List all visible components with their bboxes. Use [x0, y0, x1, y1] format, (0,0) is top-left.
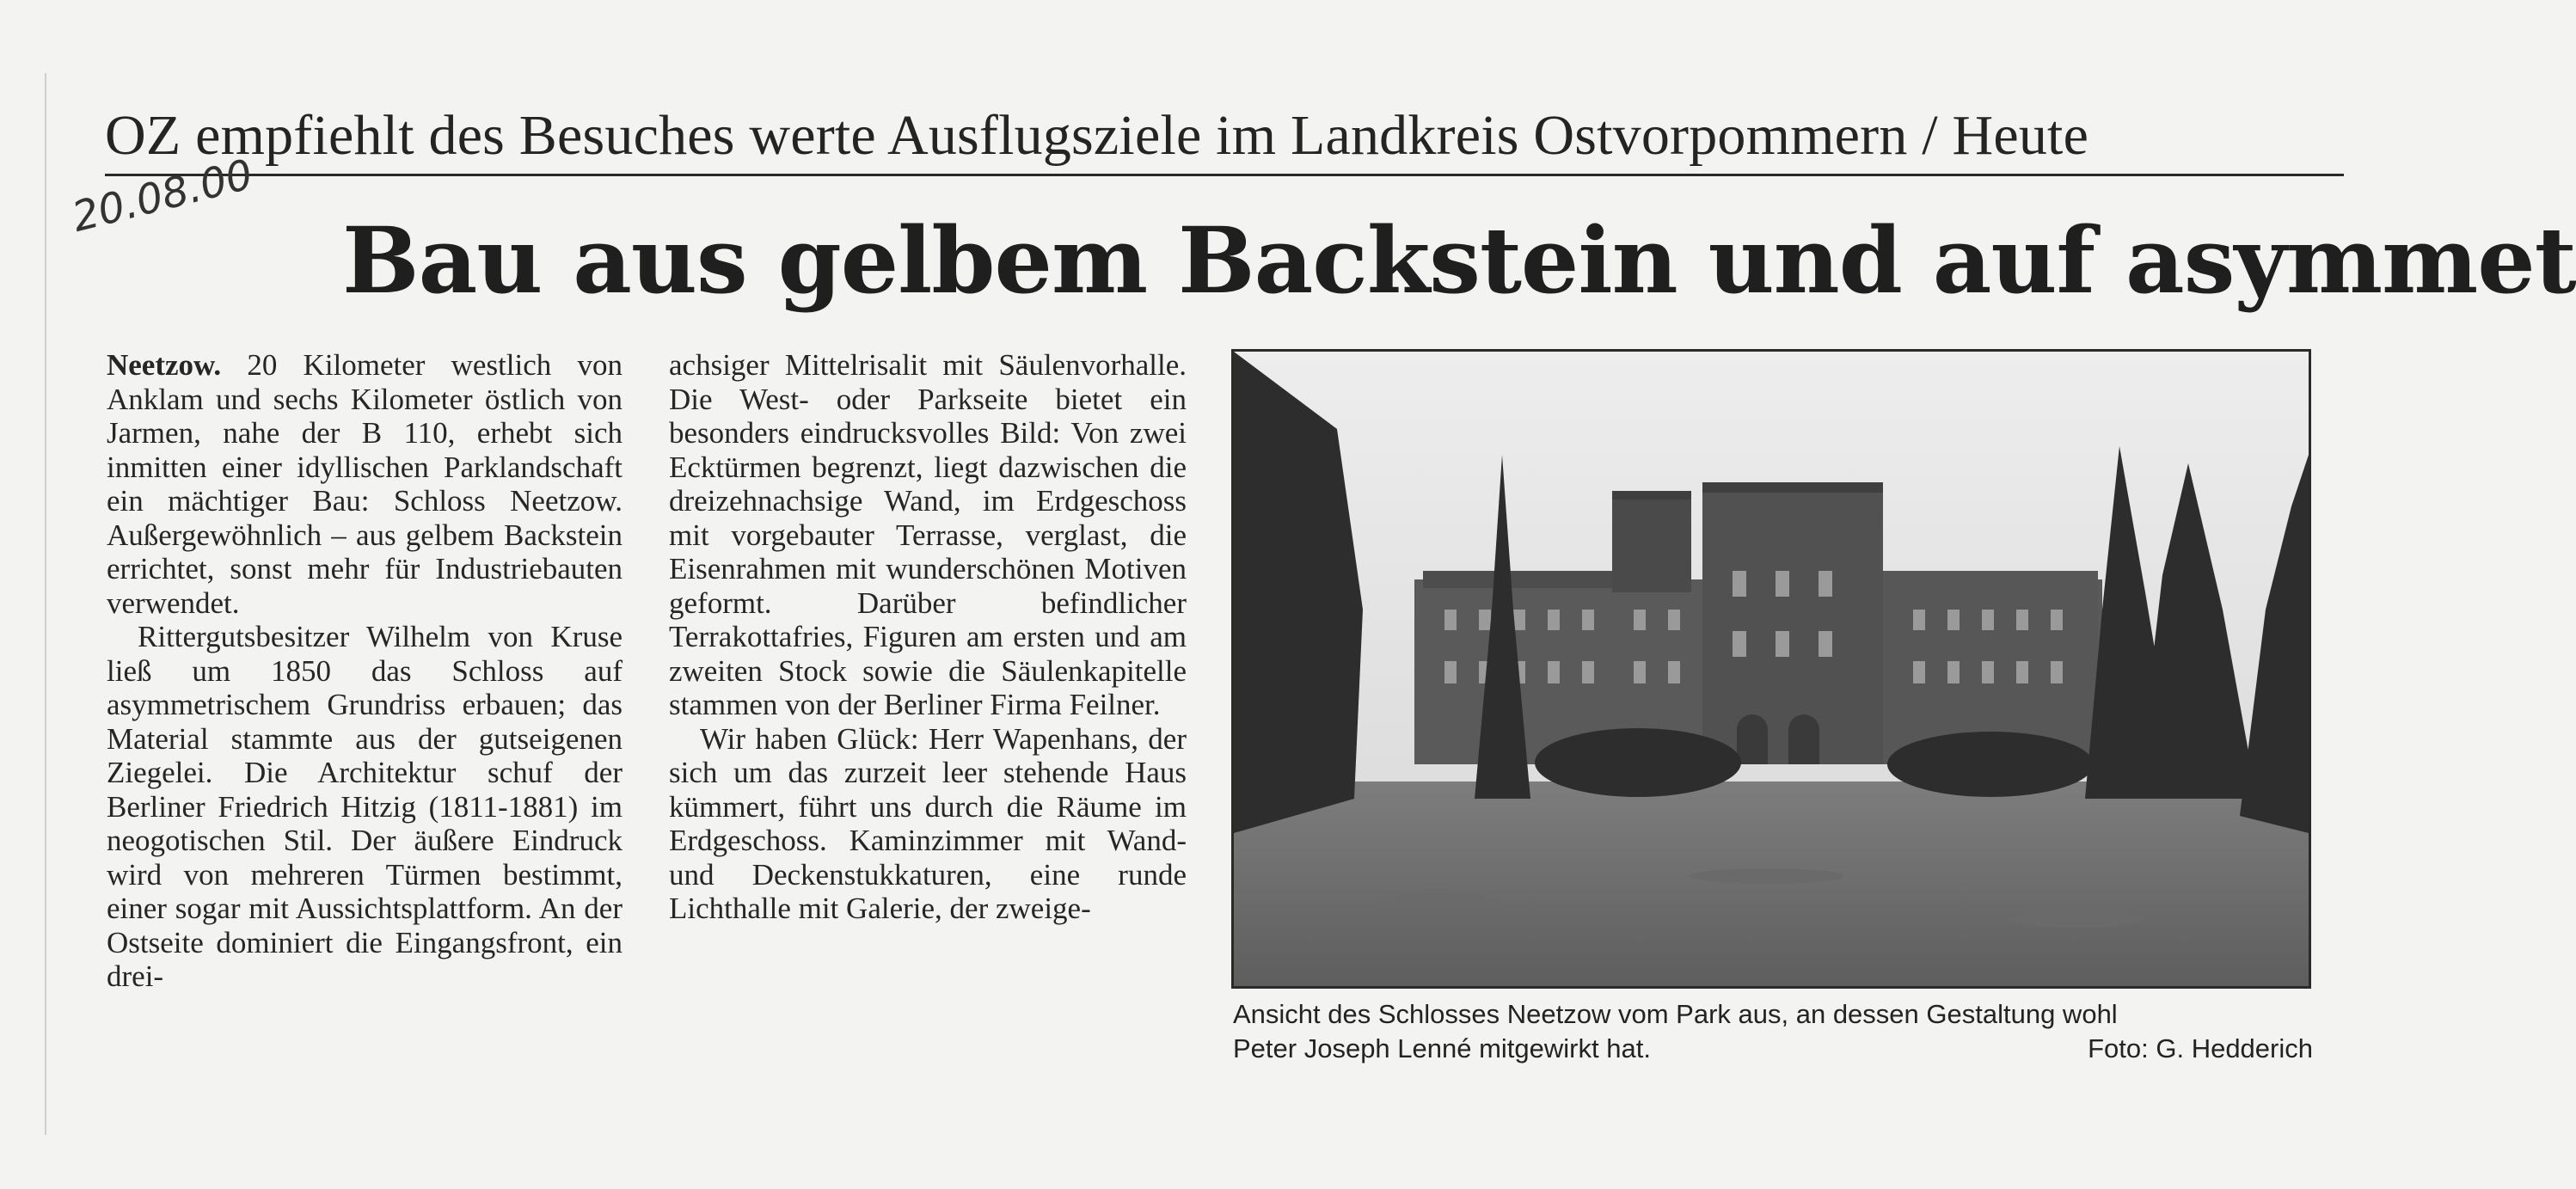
article-headline: Bau aus gelbem Backstein und auf asymmet — [342, 206, 2576, 314]
photo-credit: Foto: G. Hedderich — [2088, 1033, 2313, 1063]
article-column-1 — [107, 348, 623, 994]
caption-line-2 — [1233, 1032, 2313, 1066]
kicker-rule — [105, 174, 2344, 176]
paragraph: Wir haben Glück: Herr Wapenhans, der sich um das zurzeit leer stehende Haus kümmert, führt uns durch die Räume im Erdgeschoss. Kaminzimmer mit Wand- und Deckenstukkaturen, eine runde Lichthalle mit Galerie, der zweige- — [669, 721, 1187, 925]
article-column-2 — [669, 348, 1187, 926]
paragraph-text: 20 Kilometer westlich von Anklam und sechs Kilometer östlich von Jarmen, nahe der B 110, erhebt sich inmitten einer idyllischen Parklandschaft ein mächtiger Bau: Schloss Neetzow. Außergewöhnlich – aus gelbem Backstein errichtet, sonst mehr für Industriebauten verwendet. — [107, 348, 623, 620]
caption-text: Peter Joseph Lenné mitgewirkt hat. — [1233, 1033, 1651, 1063]
handwritten-date: 20.08.00 — [67, 150, 258, 242]
paragraph: achsiger Mittelrisalit mit Säulenvorhalle. Die West- oder Parkseite bietet ein besonders eindrucksvolles Bild: Von zwei Ecktürmen begrenzt, liegt dazwischen die dreizehnachsige Wand, im Erdgeschoss mit vorgebauter Terrasse, verglast, die Eisenrahmen mit wunderschönen Motiven geformt. Darüber befindlicher Terrakottafries, Figuren am ersten und am zweiten Stock sowie die Säulenkapitelle stammen von der Berliner Firma Feilner. — [669, 348, 1187, 721]
paragraph — [107, 348, 623, 620]
castle-photo — [1231, 349, 2311, 989]
caption-line-1: Ansicht des Schlosses Neetzow vom Park aus, an dessen Gestaltung wohl — [1233, 999, 2118, 1029]
paragraph: Rittergutsbesitzer Wilhelm von Kruse ließ um 1850 das Schloss auf asymmetrischem Grundriss erbauen; das Material stammte aus der gutseigenen Ziegelei. Die Architektur schuf der Berliner Friedrich Hitzig (1811-1881) im neogotischen Stil. Der äußere Eindruck wird von mehreren Türmen bestimmt, einer sogar mit Aussichtsplattform. An der Ostseite dominiert die Eingangsfront, ein drei- — [107, 620, 623, 993]
photo-caption — [1233, 997, 2313, 1066]
section-kicker: OZ empfiehlt des Besuches werte Ausflugsziele im Landkreis Ostvorpommern / Heute — [105, 104, 2089, 167]
dateline: Neetzow. — [107, 348, 222, 382]
scan-edge — [45, 73, 46, 1135]
castle-photo-illustration — [1234, 352, 2309, 986]
